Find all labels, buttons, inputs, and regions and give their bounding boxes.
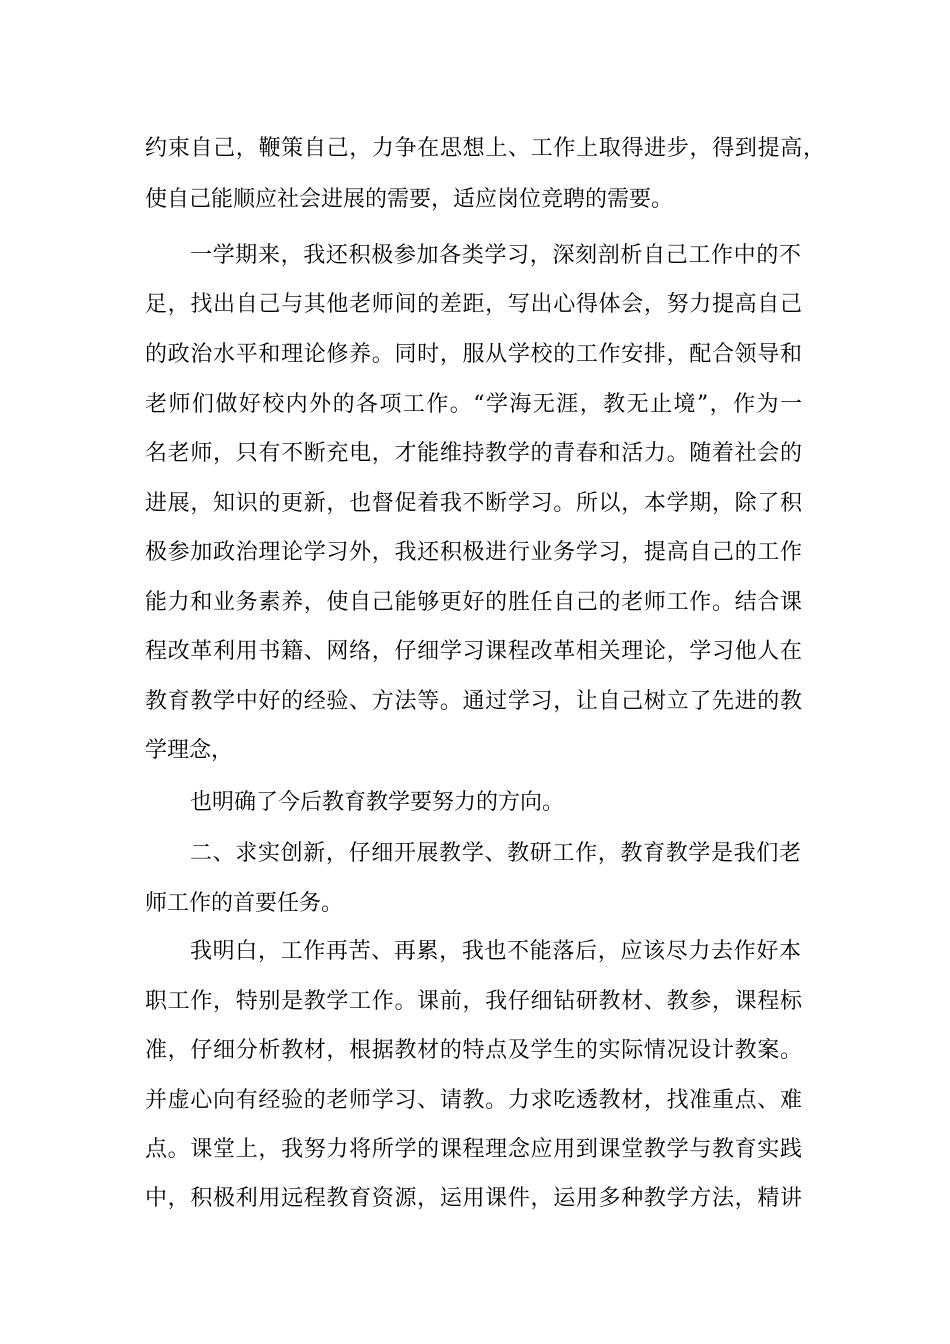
text-line: 极参加政治理论学习外，我还积极进行业务学习，提高自己的工作 (145, 540, 802, 565)
paragraph-first-line: 我明白，工作再苦、再累，我也不能落后，应该尽力去作好本 (190, 939, 801, 964)
text-line: 教育教学中好的经验、方法等。通过学习，让自己树立了先进的教 (145, 689, 802, 714)
text-line: 名老师，只有不断充电，才能维持教学的青春和活力。随着社会的 (145, 441, 802, 466)
paragraph-first-line: 一学期来，我还积极参加各类学习，深刻剖析自己工作中的不 (190, 243, 801, 268)
text-line: 进展，知识的更新，也督促着我不断学习。所以，本学期，除了积 (145, 491, 802, 516)
text-line: 老师们做好校内外的各项工作。“学海无涯，教无止境”，作为一 (145, 392, 802, 417)
text-line: 准，仔细分析教材，根据教材的特点及学生的实际情况设计教案。 (145, 1038, 802, 1063)
text-line: 中，积极利用远程教育资源，运用课件，运用多种教学方法，精讲 (145, 1186, 802, 1211)
text-line: 的政治水平和理论修养。同时，服从学校的工作安排，配合领导和 (145, 342, 802, 367)
text-line: 使自己能顺应社会进展的需要，适应岗位竞聘的需要。 (145, 187, 674, 212)
text-line: 足，找出自己与其他老师间的差距，写出心得体会，努力提高自己 (145, 292, 802, 317)
text-line: 师工作的首要任务。 (145, 891, 344, 916)
text-line: 职工作，特别是教学工作。课前，我仔细钻研教材、教参，课程标 (145, 989, 802, 1014)
text-line: 约束自己，鞭策自己，力争在思想上、工作上取得进步，得到提高， (145, 136, 825, 161)
text-line: 能力和业务素养，使自己能够更好的胜任自己的老师工作。结合课 (145, 590, 802, 615)
text-line: 程改革利用书籍、网络，仔细学习课程改革相关理论，学习他人在 (145, 639, 802, 664)
text-line: 并虚心向有经验的老师学习、请教。力求吃透教材，找准重点、难 (145, 1088, 802, 1113)
paragraph-first-line: 二、求实创新，仔细开展教学、教研工作，教育教学是我们老 (190, 841, 801, 866)
text-line: 学理念， (145, 738, 234, 763)
text-line: 点。课堂上，我努力将所学的课程理念应用到课堂教学与教育实践 (145, 1137, 802, 1162)
paragraph-first-line: 也明确了今后教育教学要努力的方向。 (190, 790, 565, 815)
